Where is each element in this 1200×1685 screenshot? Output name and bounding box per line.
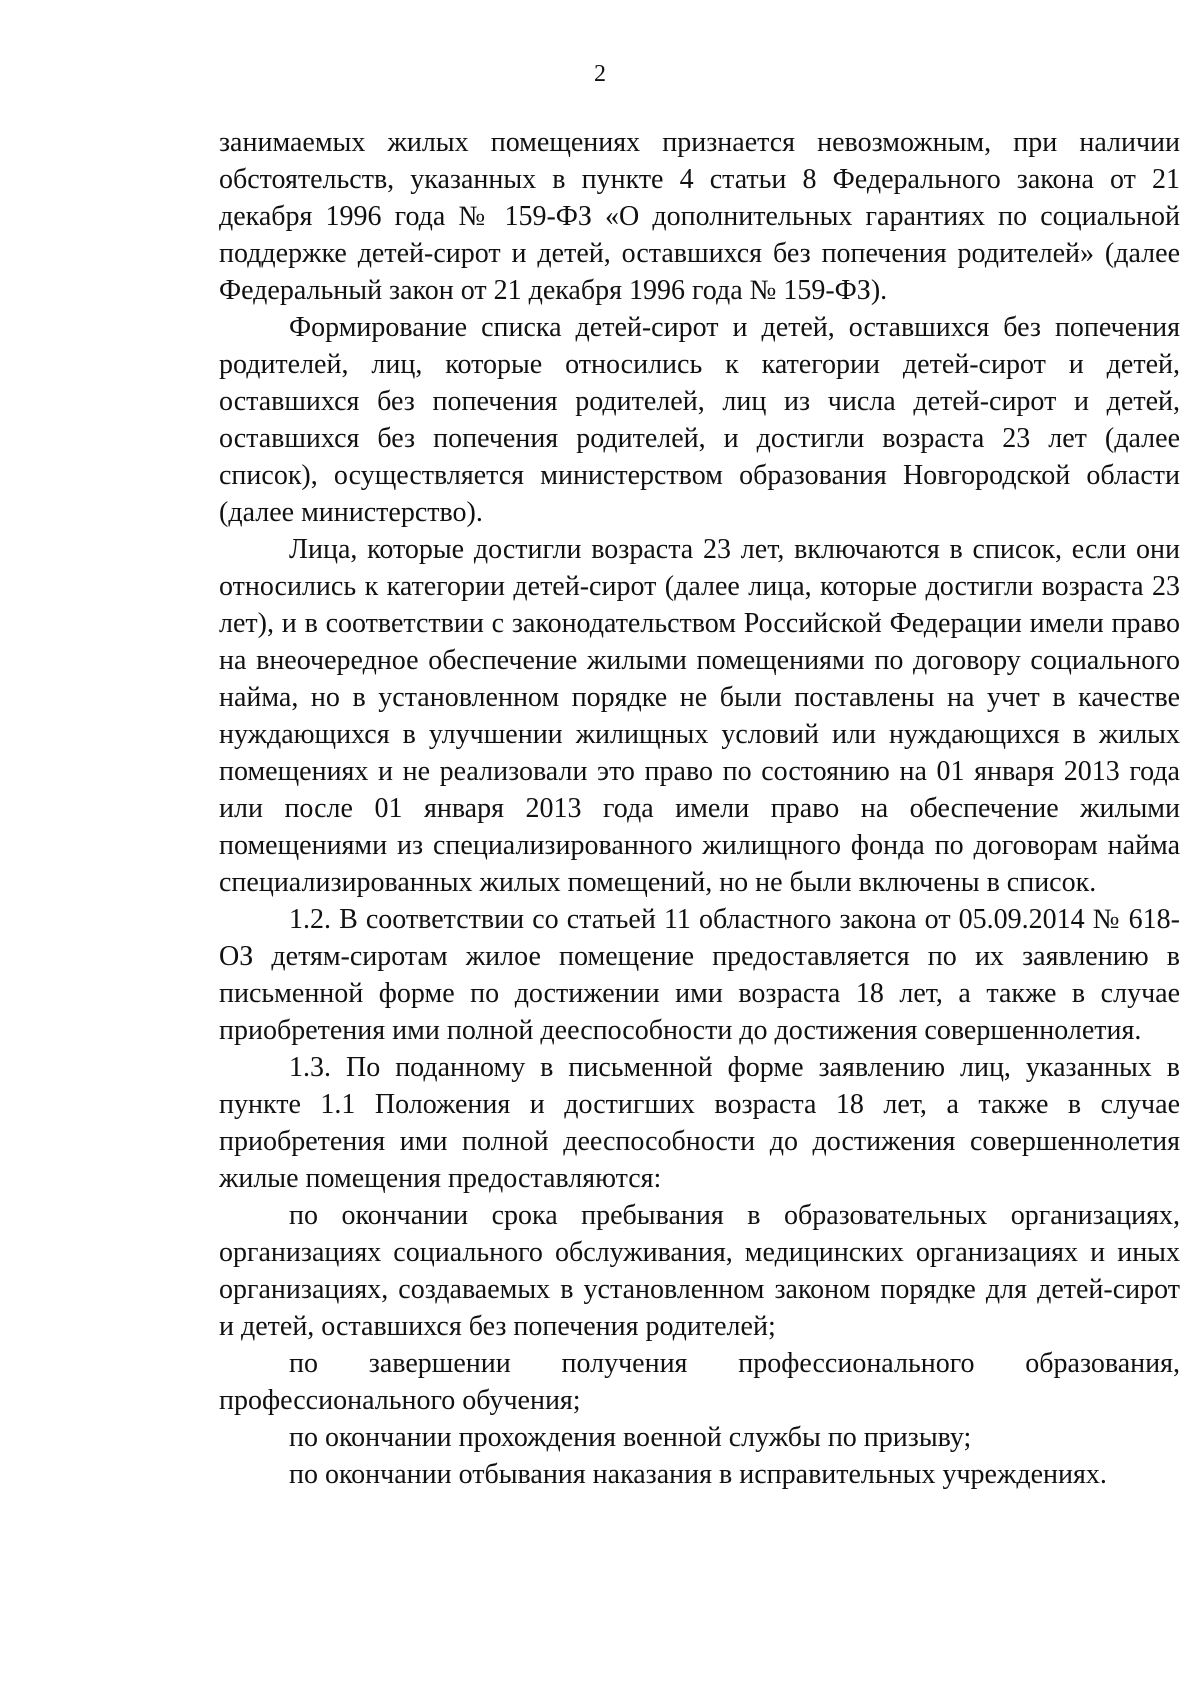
paragraph-continuation: занимаемых жилых помещениях признается невозможным, при наличии обстоятельств, указанных в пункте 4 статьи 8 Федерального закона от 21 декабря 1996 года № 159-ФЗ «О дополнительных гарантиях по социальной поддержке детей-сирот и детей, оставшихся без попечения родителей» (далее Федеральный закон от 21 декабря 1996 года № 159-ФЗ). (219, 127, 1180, 306)
list-item-end-of-sentence: по окончании отбывания наказания в исправительных учреждениях. (289, 1459, 1107, 1490)
document-body (219, 124, 1180, 1493)
list-item-end-of-stay: по окончании срока пребывания в образовательных организациях, организациях социального обслуживания, медицинских организациях и иных организациях, создаваемых в установленном законом порядке для детей-сирот и детей, оставшихся без попечения родителей; (219, 1200, 1180, 1342)
paragraph-1-3: 1.3. По поданному в письменной форме заявлению лиц, указанных в пункте 1.1 Положения и достигших возраста 18 лет, а также в случае приобретения ими полной дееспособности до достижения совершеннолетия жилые помещения предоставляются: (219, 1052, 1180, 1194)
paragraph-1-2: 1.2. В соответствии со статьей 11 областного закона от 05.09.2014 № 618-ОЗ детям-сиротам жилое помещение предоставляется по их заявлению в письменной форме по достижении ими возраста 18 лет, а также в случае приобретения ими полной дееспособности до достижения совершеннолетия. (219, 904, 1180, 1046)
paragraph-list-formation: Формирование списка детей-сирот и детей, оставшихся без попечения родителей, лиц, которые относились к категории детей-сирот и детей, оставшихся без попечения родителей, лиц из числа детей-сирот и детей, оставшихся без попечения родителей, и достигли возраста 23 лет (далее список), осуществляется министерством образования Новгородской области (далее министерство). (219, 312, 1180, 528)
list-item-end-of-military-service: по окончании прохождения военной службы по призыву; (289, 1422, 972, 1453)
paragraph-persons-over-23: Лица, которые достигли возраста 23 лет, включаются в список, если они относились к категории детей-сирот (далее лица, которые достигли возраста 23 лет), и в соответствии с законодательством Российской Федерации имели право на внеочередное обеспечение жилыми помещениями по договору социального найма, но в установленном порядке не были поставлены на учет в качестве нуждающихся в улучшении жилищных условий или нуждающихся в жилых помещениях и не реализовали это право по состоянию на 01 января 2013 года или после 01 января 2013 года имели право на обеспечение жилыми помещениями из специализированного жилищного фонда по договорам найма специализированных жилых помещений, но не были включены в список. (219, 534, 1180, 898)
list-item-end-of-education: по завершении получения профессионального образования, профессионального обучения; (219, 1348, 1180, 1416)
page-number: 2 (594, 61, 606, 87)
